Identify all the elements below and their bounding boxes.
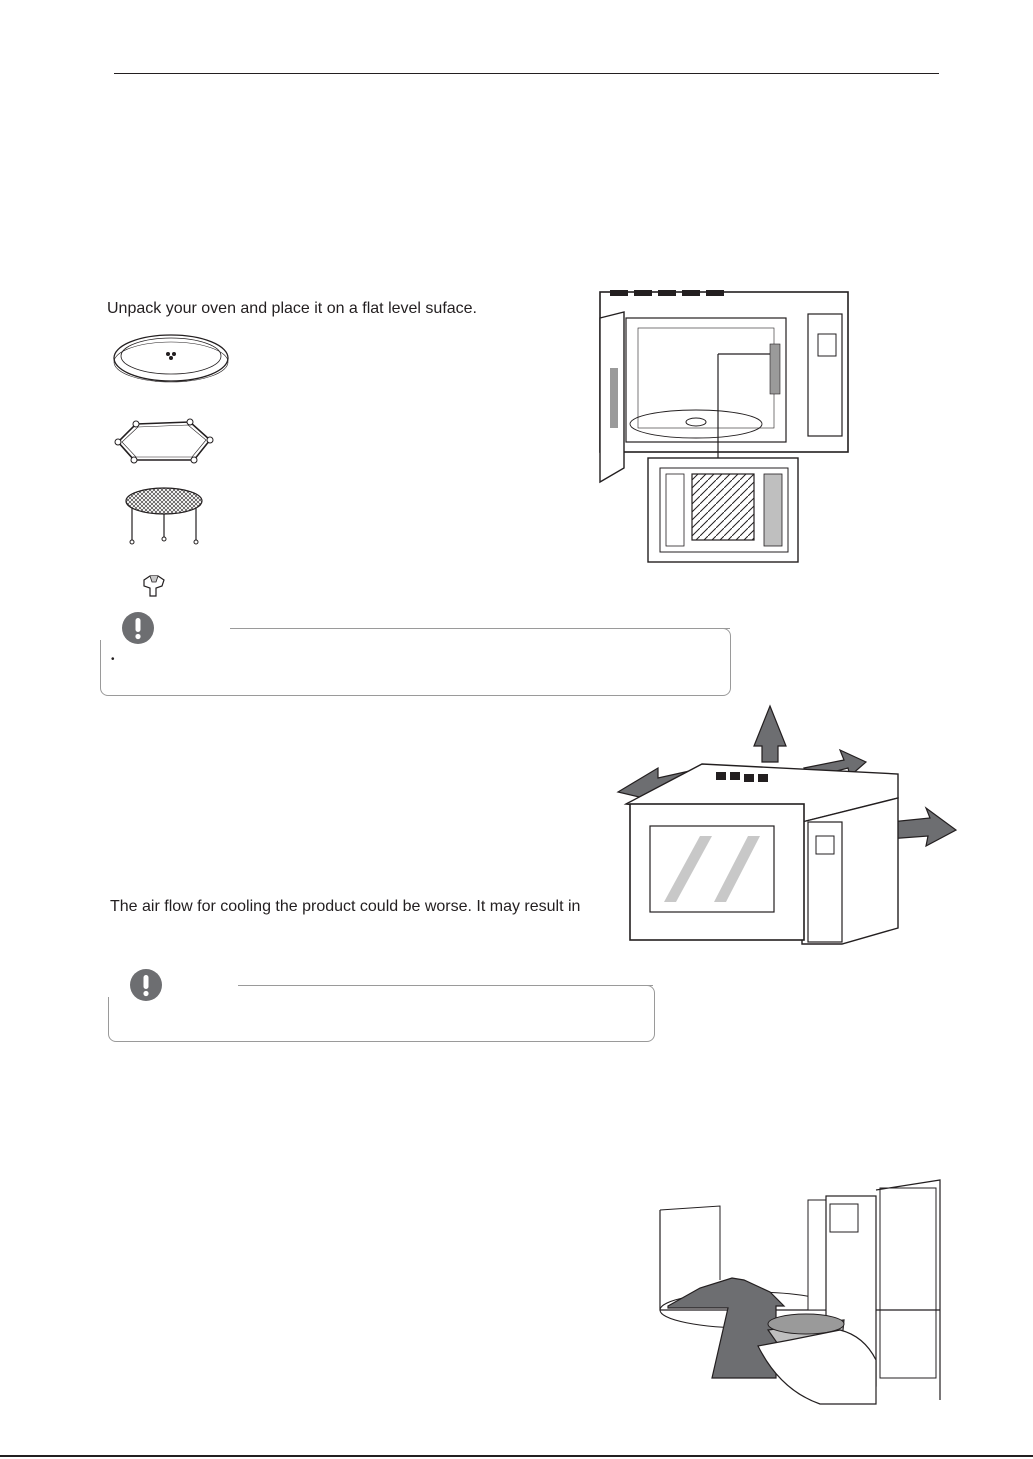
open-oven-illustration <box>596 288 852 564</box>
glass-tray-illustration <box>112 332 230 384</box>
arrow-up-icon <box>754 706 786 762</box>
footer-rule <box>0 1455 1033 1457</box>
note-box-2-rule <box>238 985 653 986</box>
exclamation-circle-icon <box>129 968 163 1002</box>
grill-rack-illustration <box>122 486 206 548</box>
roller-ring-illustration <box>114 418 214 464</box>
note-bullet: • <box>111 654 115 665</box>
water-cup-test-illustration <box>640 1160 945 1410</box>
header-rule <box>114 73 939 74</box>
note-box-2-gap <box>98 975 248 997</box>
exclamation-circle-icon <box>121 611 155 645</box>
note-box-1-gap <box>90 618 245 640</box>
airflow-text: The air flow for cooling the product could be worse. It may result in <box>110 898 581 915</box>
airflow-oven-illustration <box>604 696 960 952</box>
intro-text: Unpack your oven and place it on a flat level suface. <box>107 300 477 317</box>
arrow-insert-icon <box>668 1278 784 1378</box>
coupler-illustration <box>138 572 168 600</box>
note-box-1-rule <box>230 628 730 629</box>
